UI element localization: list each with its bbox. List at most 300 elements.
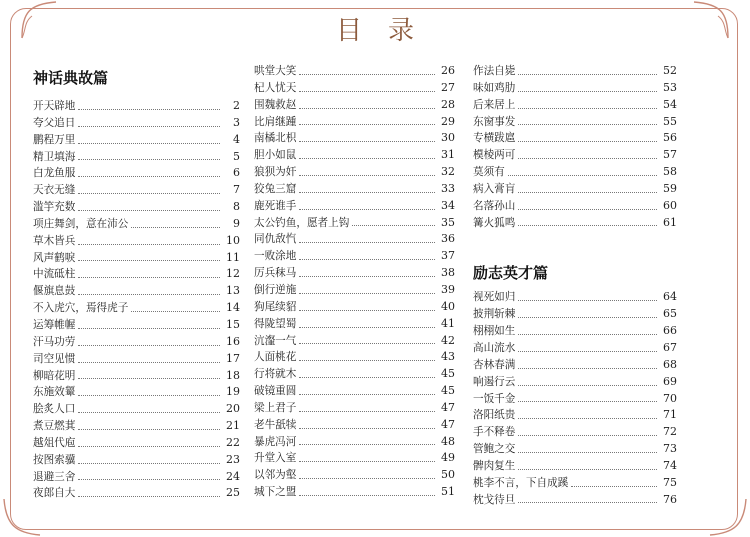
toc-column-1	[33, 60, 240, 502]
entry-title: 柳暗花明	[33, 369, 76, 382]
toc-entry	[473, 340, 677, 357]
toc-entry	[33, 401, 240, 418]
page-number: 9	[233, 216, 240, 230]
entry-title: 鹿死谁手	[254, 199, 297, 212]
entry-title: 南橘北枳	[254, 132, 297, 145]
entry-title: 高山流水	[473, 341, 516, 354]
dot-leader	[571, 486, 657, 487]
page-title: 目录	[335, 16, 440, 46]
dot-leader	[78, 328, 220, 329]
toc-entry	[33, 199, 240, 216]
page-number: 7	[233, 183, 240, 197]
toc-column-2	[254, 63, 455, 501]
page-number: 45	[441, 384, 455, 398]
dot-leader	[78, 294, 220, 295]
page-number: 42	[441, 333, 455, 347]
dot-leader	[78, 260, 220, 261]
dot-leader	[78, 159, 220, 160]
entry-title: 一饭千金	[473, 392, 516, 405]
dot-leader	[518, 91, 657, 92]
toc-entry	[33, 115, 240, 132]
page-number: 5	[233, 149, 240, 163]
toc-entry	[473, 289, 677, 306]
entry-title: 杏林春满	[473, 358, 516, 371]
page-number: 56	[663, 131, 677, 145]
section-heading-heroes: 励志英才篇	[473, 264, 549, 283]
dot-leader	[78, 143, 220, 144]
dot-leader	[299, 108, 435, 109]
page-number: 23	[226, 452, 240, 466]
entry-title: 老牛舐犊	[254, 418, 297, 431]
dot-leader	[299, 293, 435, 294]
toc-entry	[473, 323, 677, 340]
page-number: 21	[226, 419, 240, 433]
page-number: 64	[663, 290, 677, 304]
entry-title: 夜郎自大	[33, 487, 76, 500]
entry-title: 哄堂大笑	[254, 65, 297, 77]
entry-title: 项庄舞剑，意在沛公	[33, 217, 129, 230]
page-number: 47	[441, 417, 455, 431]
dot-leader	[78, 176, 220, 177]
toc-entry	[473, 63, 677, 80]
toc-entry	[254, 181, 455, 198]
toc-entry	[254, 400, 455, 417]
toc-entry	[473, 306, 677, 323]
section-heading-myths: 神话典故篇	[33, 69, 109, 87]
dot-leader	[518, 141, 657, 142]
dot-leader	[131, 227, 220, 228]
toc-entry	[254, 198, 455, 215]
page-number: 43	[441, 350, 455, 364]
toc-entry	[33, 250, 240, 267]
entry-title: 名落孙山	[473, 199, 516, 212]
toc-entry	[33, 149, 240, 166]
entry-title: 以邻为壑	[254, 469, 297, 482]
page-number: 53	[663, 80, 677, 94]
dot-leader	[508, 175, 657, 176]
toc-entry	[473, 80, 677, 97]
toc-entry	[473, 458, 677, 475]
page-number: 59	[663, 181, 677, 195]
toc-entry	[33, 165, 240, 182]
toc-entry	[33, 300, 240, 317]
dot-leader	[299, 310, 435, 311]
dot-leader	[299, 461, 435, 462]
page-number: 47	[441, 400, 455, 414]
toc-entry	[33, 384, 240, 401]
toc-entry	[254, 450, 455, 467]
toc-list-continued	[254, 63, 455, 501]
toc-entry	[33, 452, 240, 469]
entry-title: 暴虎冯河	[254, 435, 297, 448]
dot-leader	[299, 192, 435, 193]
toc-entry	[254, 467, 455, 484]
toc-entry	[473, 374, 677, 391]
entry-title: 滥竽充数	[33, 201, 76, 214]
page-number: 30	[441, 131, 455, 145]
dot-leader	[518, 452, 657, 453]
dot-leader	[299, 259, 435, 260]
dot-leader	[78, 429, 220, 430]
toc-entry	[33, 334, 240, 351]
dot-leader	[131, 311, 220, 312]
page-number: 29	[441, 114, 455, 128]
toc-entry	[254, 383, 455, 400]
dot-leader	[518, 368, 657, 369]
page-number: 76	[663, 492, 677, 506]
toc-entry	[254, 333, 455, 350]
entry-title: 一败涂地	[254, 250, 297, 263]
entry-title: 披荆斩棘	[473, 308, 516, 321]
entry-title: 同仇敌忾	[254, 233, 297, 246]
dot-leader	[299, 478, 435, 479]
dot-leader	[518, 225, 657, 226]
dot-leader	[299, 343, 435, 344]
entry-title: 倒行逆施	[254, 283, 297, 296]
toc-entry	[473, 475, 677, 492]
page-number: 39	[441, 282, 455, 296]
page-number: 12	[226, 267, 240, 281]
dot-leader	[352, 225, 435, 226]
dot-leader	[518, 300, 657, 301]
entry-title: 城下之盟	[254, 486, 297, 499]
entry-title: 夸父追日	[33, 116, 76, 129]
entry-title: 开天辟地	[33, 100, 76, 112]
entry-title: 行将就木	[254, 368, 297, 381]
dot-leader	[518, 401, 657, 402]
entry-title: 退避三舍	[33, 470, 76, 483]
page-number: 41	[441, 316, 455, 330]
toc-entry	[473, 424, 677, 441]
entry-title: 厉兵秣马	[254, 267, 297, 280]
page-number: 70	[663, 391, 677, 405]
page-number: 34	[441, 198, 455, 212]
dot-leader	[518, 124, 657, 125]
corner-ornament-bottom-left	[2, 497, 42, 537]
entry-title: 东施效颦	[33, 386, 76, 399]
page-number: 49	[441, 451, 455, 465]
entry-title: 风声鹤唳	[33, 251, 76, 264]
page-number: 36	[441, 232, 455, 246]
dot-leader	[518, 502, 657, 503]
dot-leader	[299, 428, 435, 429]
toc-entry	[33, 418, 240, 435]
toc-entry	[254, 265, 455, 282]
page-number: 45	[441, 367, 455, 381]
entry-title: 鹏程万里	[33, 133, 76, 146]
dot-leader	[299, 360, 435, 361]
dot-leader	[518, 192, 657, 193]
entry-title: 手不释卷	[473, 426, 516, 439]
page-number: 20	[226, 402, 240, 416]
dot-leader	[299, 158, 435, 159]
entry-title: 管鲍之交	[473, 443, 516, 456]
entry-title: 运筹帷幄	[33, 318, 76, 331]
dot-leader	[518, 158, 657, 159]
toc-entry	[473, 391, 677, 408]
page-number: 15	[226, 317, 240, 331]
page-number: 72	[663, 425, 677, 439]
page-number: 6	[233, 166, 240, 180]
toc-entry	[254, 417, 455, 434]
dot-leader	[299, 74, 435, 75]
dot-leader	[78, 126, 220, 127]
dot-leader	[78, 496, 220, 497]
dot-leader	[78, 395, 220, 396]
page-number: 65	[663, 307, 677, 321]
toc-entry	[254, 114, 455, 131]
page-number: 71	[663, 408, 677, 422]
page-number: 51	[441, 485, 455, 499]
entry-title: 按图索骥	[33, 453, 76, 466]
entry-title: 太公钓鱼，愿者上钩	[254, 216, 350, 229]
entry-title: 篝火狐鸣	[473, 216, 516, 229]
dot-leader	[518, 209, 657, 210]
page-number: 10	[226, 233, 240, 247]
page-number: 31	[441, 148, 455, 162]
entry-title: 比肩继踵	[254, 115, 297, 128]
page-number: 66	[663, 324, 677, 338]
entry-title: 专横跋扈	[473, 132, 516, 145]
page-number: 55	[663, 114, 677, 128]
entry-title: 桃李不言，下自成蹊	[473, 476, 569, 489]
page-number: 16	[226, 334, 240, 348]
entry-title: 精卫填海	[33, 150, 76, 163]
toc-entry	[33, 182, 240, 199]
page-number: 3	[233, 115, 240, 129]
toc-list-continued-2	[473, 63, 677, 231]
toc-entry	[254, 147, 455, 164]
toc-entry	[33, 317, 240, 334]
toc-entry	[254, 316, 455, 333]
toc-entry	[33, 266, 240, 283]
page-number: 4	[233, 132, 240, 146]
page-number: 13	[226, 284, 240, 298]
page-number: 28	[441, 97, 455, 111]
entry-title: 升堂入室	[254, 452, 297, 465]
entry-title: 视死如归	[473, 291, 516, 304]
toc-entry	[33, 368, 240, 385]
toc-entry	[473, 97, 677, 114]
entry-title: 破镜重圆	[254, 385, 297, 398]
dot-leader	[299, 242, 435, 243]
toc-entry	[254, 349, 455, 366]
dot-leader	[299, 141, 435, 142]
entry-title: 草木皆兵	[33, 234, 76, 247]
page-number: 57	[663, 148, 677, 162]
toc-entry	[473, 357, 677, 374]
page-number: 50	[441, 468, 455, 482]
page-number: 69	[663, 374, 677, 388]
entry-title: 狡兔三窟	[254, 182, 297, 195]
entry-title: 狗尾续貂	[254, 300, 297, 313]
entry-title: 作法自毙	[473, 65, 516, 77]
entry-title: 栩栩如生	[473, 325, 516, 338]
entry-title: 不入虎穴，焉得虎子	[33, 302, 129, 315]
dot-leader	[78, 362, 220, 363]
page-number: 26	[441, 64, 455, 77]
toc-entry	[473, 181, 677, 198]
toc-entry	[254, 97, 455, 114]
entry-title: 病入膏肓	[473, 182, 516, 195]
dot-leader	[299, 411, 435, 412]
toc-list-myths	[33, 98, 240, 502]
dot-leader	[78, 244, 220, 245]
page-number: 8	[233, 200, 240, 214]
entry-title: 洛阳纸贵	[473, 409, 516, 422]
dot-leader	[78, 463, 220, 464]
dot-leader	[518, 435, 657, 436]
page-number: 40	[441, 299, 455, 313]
toc-entry	[473, 164, 677, 181]
toc-entry	[254, 164, 455, 181]
dot-leader	[299, 91, 435, 92]
dot-leader	[518, 385, 657, 386]
entry-title: 偃旗息鼓	[33, 285, 76, 298]
toc-entry	[33, 233, 240, 250]
page-number: 18	[226, 368, 240, 382]
toc-entry	[33, 132, 240, 149]
entry-title: 脍炙人口	[33, 403, 76, 416]
entry-title: 莫须有	[473, 166, 505, 179]
entry-title: 枕戈待旦	[473, 493, 516, 506]
dot-leader	[78, 446, 220, 447]
page-number: 37	[441, 249, 455, 263]
dot-leader	[518, 317, 657, 318]
dot-leader	[518, 74, 657, 75]
toc-entry	[473, 441, 677, 458]
entry-title: 胆小如鼠	[254, 149, 297, 162]
entry-title: 梁上君子	[254, 401, 297, 414]
toc-entry	[33, 435, 240, 452]
page-number: 68	[663, 357, 677, 371]
entry-title: 杞人忧天	[254, 81, 297, 94]
toc-entry	[254, 63, 455, 80]
page-number: 14	[226, 301, 240, 315]
entry-title: 汗马功劳	[33, 335, 76, 348]
dot-leader	[299, 276, 435, 277]
toc-entry	[33, 98, 240, 115]
page-number: 27	[441, 80, 455, 94]
dot-leader	[299, 394, 435, 395]
dot-leader	[518, 418, 657, 419]
toc-entry	[33, 351, 240, 368]
dot-leader	[299, 175, 435, 176]
entry-title: 髀肉复生	[473, 459, 516, 472]
dot-leader	[78, 345, 220, 346]
entry-title: 狼狈为奸	[254, 166, 297, 179]
dot-leader	[518, 351, 657, 352]
entry-title: 东窗事发	[473, 115, 516, 128]
toc-entry	[254, 434, 455, 451]
page-number: 32	[441, 165, 455, 179]
page-number: 24	[226, 469, 240, 483]
dot-leader	[299, 444, 435, 445]
dot-leader	[518, 108, 657, 109]
toc-entry	[473, 492, 677, 509]
entry-title: 围魏救赵	[254, 98, 297, 111]
toc-entry	[254, 366, 455, 383]
page-number: 22	[226, 435, 240, 449]
dot-leader	[299, 124, 435, 125]
toc-entry	[33, 216, 240, 233]
toc-entry	[254, 130, 455, 147]
page-number: 25	[226, 486, 240, 500]
toc-entry	[254, 80, 455, 97]
page-number: 35	[441, 215, 455, 229]
page-number: 38	[441, 266, 455, 280]
toc-entry	[254, 484, 455, 501]
toc-entry	[254, 299, 455, 316]
dot-leader	[78, 109, 220, 110]
entry-title: 白龙鱼服	[33, 167, 76, 180]
dot-leader	[78, 378, 220, 379]
entry-title: 模棱两可	[473, 149, 516, 162]
toc-list-heroes	[473, 289, 677, 508]
entry-title: 人面桃花	[254, 351, 297, 364]
dot-leader	[299, 209, 435, 210]
page-number: 2	[233, 99, 240, 112]
toc-entry	[254, 248, 455, 265]
toc-entry	[473, 147, 677, 164]
page-number: 60	[663, 198, 677, 212]
page-number: 17	[226, 351, 240, 365]
toc-entry	[254, 282, 455, 299]
page-number: 75	[663, 475, 677, 489]
dot-leader	[518, 334, 657, 335]
entry-title: 后来居上	[473, 98, 516, 111]
dot-leader	[78, 193, 220, 194]
dot-leader	[299, 495, 435, 496]
entry-title: 越俎代庖	[33, 436, 76, 449]
entry-title: 天衣无缝	[33, 184, 76, 197]
toc-entry	[473, 215, 677, 232]
page-number: 74	[663, 458, 677, 472]
dot-leader	[78, 210, 220, 211]
toc-entry	[254, 231, 455, 248]
page-number: 11	[226, 250, 240, 264]
page-number: 73	[663, 442, 677, 456]
dot-leader	[518, 469, 657, 470]
page-number: 48	[441, 434, 455, 448]
dot-leader	[78, 412, 220, 413]
entry-title: 味如鸡肋	[473, 81, 516, 94]
toc-entry	[473, 198, 677, 215]
dot-leader	[299, 327, 435, 328]
toc-entry	[254, 215, 455, 232]
page-number: 54	[663, 97, 677, 111]
page-number: 61	[663, 215, 677, 229]
corner-ornament-bottom-right	[708, 497, 748, 537]
entry-title: 响遏行云	[473, 375, 516, 388]
toc-entry	[473, 114, 677, 131]
toc-entry	[33, 469, 240, 486]
entry-title: 中流砥柱	[33, 268, 76, 281]
toc-entry	[33, 283, 240, 300]
dot-leader	[78, 479, 220, 480]
entry-title: 煮豆燃萁	[33, 420, 76, 433]
toc-entry	[473, 407, 677, 424]
entry-title: 得陇望蜀	[254, 317, 297, 330]
page-number: 67	[663, 340, 677, 354]
dot-leader	[78, 277, 220, 278]
entry-title: 沆瀣一气	[254, 334, 297, 347]
toc-entry	[473, 130, 677, 147]
dot-leader	[299, 377, 435, 378]
page-number: 19	[226, 385, 240, 399]
entry-title: 司空见惯	[33, 352, 76, 365]
page-number: 52	[663, 64, 677, 77]
